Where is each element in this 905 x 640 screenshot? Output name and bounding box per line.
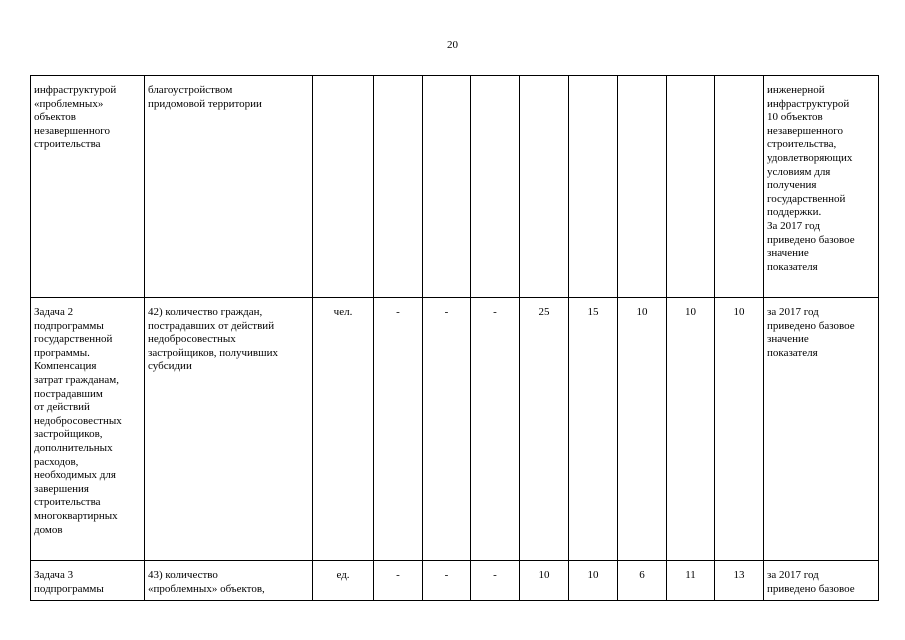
- indicator-cell: 42) количество граждан, пострадавших от действий недобросовестных застройщиков, получивших субсидии: [145, 298, 313, 561]
- value-cell: [471, 76, 520, 298]
- value-cell: -: [374, 561, 423, 601]
- value-cell: 10: [569, 561, 618, 601]
- value-cell: 13: [715, 561, 764, 601]
- value-cell: 6: [618, 561, 667, 601]
- value-cell: 10: [715, 298, 764, 561]
- value-cell: 10: [667, 298, 715, 561]
- note-cell: за 2017 год приведено базовое значение показателя: [764, 298, 879, 561]
- value-cell: [569, 76, 618, 298]
- unit-cell: чел.: [313, 298, 374, 561]
- value-cell: -: [471, 298, 520, 561]
- indicator-cell: 43) количество «проблемных» объектов,: [145, 561, 313, 601]
- unit-cell: [313, 76, 374, 298]
- value-cell: -: [374, 298, 423, 561]
- value-cell: [618, 76, 667, 298]
- task-cell: инфраструктурой «проблемных» объектов незавершенного строительства: [31, 76, 145, 298]
- table-row: [31, 561, 879, 601]
- task-cell: Задача 2 подпрограммы государственной программы. Компенсация затрат гражданам, пострадавшим от действий недобросовестных застройщиков, дополнительных расходов, необходимых для завершения строительства многоквартирных домов: [31, 298, 145, 561]
- value-cell: 15: [569, 298, 618, 561]
- note-cell: инженерной инфраструктурой 10 объектов незавершенного строительства, удовлетворяющих условиям для получения государственной поддержки. За 2017 год приведено базовое значение показателя: [764, 76, 879, 298]
- indicator-cell: благоустройством придомовой территории: [145, 76, 313, 298]
- value-cell: -: [423, 561, 471, 601]
- value-cell: -: [423, 298, 471, 561]
- note-cell: за 2017 год приведено базовое: [764, 561, 879, 601]
- value-cell: [667, 76, 715, 298]
- value-cell: 10: [520, 561, 569, 601]
- value-cell: 10: [618, 298, 667, 561]
- value-cell: 25: [520, 298, 569, 561]
- value-cell: -: [471, 561, 520, 601]
- table-row: [31, 298, 879, 561]
- unit-cell: ед.: [313, 561, 374, 601]
- task-cell: Задача 3 подпрограммы: [31, 561, 145, 601]
- value-cell: [715, 76, 764, 298]
- page-number: 20: [447, 39, 458, 51]
- value-cell: [520, 76, 569, 298]
- value-cell: [423, 76, 471, 298]
- table-row: [31, 76, 879, 298]
- indicators-table: [30, 75, 879, 601]
- value-cell: 11: [667, 561, 715, 601]
- value-cell: [374, 76, 423, 298]
